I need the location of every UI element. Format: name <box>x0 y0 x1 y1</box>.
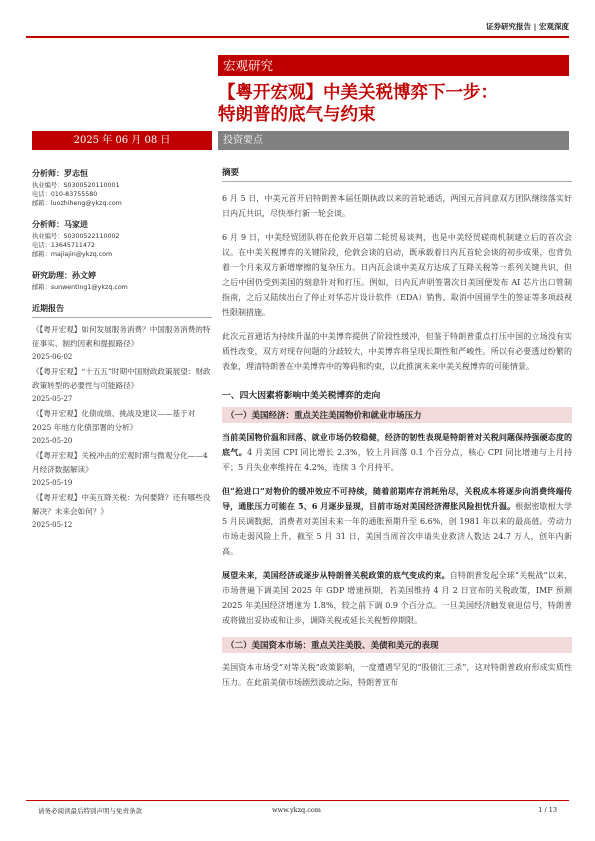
abstract-heading: 摘要 <box>222 166 572 182</box>
abstract-paragraph: 6 月 9 日，中美经贸团队将在伦敦开启第二轮贸易谈判，也是中美经贸磋商机制建立后的首次会议。在中美关税博弈的关键阶段，伦敦会谈的启动，既承载着日内瓦首轮会谈的初步成果，也背负着一个月来双方新增摩擦的复杂压力。日内瓦会谈中美双方达成了互降关税等一系列关键共识，但之后中国仍受到美国的刻意针对和打压。例如，日内瓦声明签署次日美国便发布 AI 芯片出口管制指南，之后又陆续出台了停止对华芯片设计软件（EDA）销售、取消中国留学生的签证等多项歧视性限制措施。 <box>222 233 572 317</box>
body-paragraph <box>222 430 572 475</box>
abstract-paragraph: 此次元首通话为持续升温的中美博弈提供了阶段性缓冲，但鉴于特朗普重点打压中国的立场没有实质性改变，双方对现存问题的分歧较大，中美博弈将呈现长期性和严峻性。所以有必要透过纷繁的表象，理清特朗普在中美博弈中的筹码和约束，以此推演未来中美关税博弈的可能情景。 <box>222 332 572 371</box>
analyst-id: 执业编号：S0300522110002 <box>32 233 120 240</box>
recent-report-item[interactable] <box>32 449 212 490</box>
website-link[interactable]: www.ykzq.com <box>272 806 321 814</box>
analyst-phone: 电话：13645711472 <box>32 242 95 249</box>
page-footer <box>26 800 569 817</box>
recent-report-title: 《【粤开宏观】关税冲击的宏观时滞与微观分化——4 月经济数据解读》 <box>32 451 208 474</box>
analyst-phone: 电话：010-83755580 <box>32 191 98 198</box>
analyst-email[interactable]: 邮箱：luozhiheng@ykzq.com <box>32 200 122 207</box>
body-paragraph <box>222 568 572 628</box>
recent-report-title: 《【粤开宏观】如何发展服务消费？中国服务消费的特征事实、制约因素和提振路径》 <box>32 325 211 348</box>
body-paragraph <box>222 484 572 559</box>
title-line-2: 特朗普的底气与约束 <box>218 105 376 125</box>
assistant-name: 研究助理：孙文婷 <box>32 271 96 280</box>
title-line-1: 【粤开宏观】中美关税博弈下一步： <box>218 83 498 103</box>
key-point: 当前美国物价温和回落、就业市场仍较稳健，经济的韧性表现是特朗普对关税问题保持强硬态度的底气。 <box>222 432 572 457</box>
key-point: 但“抢进口”对物价的缓冲效应不可持续，随着前期库存消耗殆尽，关税成本将逐步向消费终端传导，通胀压力可能在 5、6 月逐步显现，目前市场对美国经济滞胀风险担忧升温。 <box>222 486 572 511</box>
subsection-heading: （二）美国资本市场：重点关注美股、美债和美元的表现 <box>222 637 572 653</box>
sidebar <box>32 168 212 533</box>
body-text: 根据密歇根大学 5 月民调数据，消费者对美国未来一年的通胀预期升至 6.6%，创 1981 年以来的最高值。劳动力市场走弱风险上升，截至 5 月 31 日，美国当周首次申请失业救济人数达 24.7 万人，创年内新高。 <box>222 502 573 556</box>
body-paragraph: 美国资本市场受“对等关税”政策影响，一度遭遇罕见的“股债汇三杀”，这对特朗普政府形成实质性压力。在此前美债市场剧烈波动之际，特朗普宣布 <box>222 663 572 687</box>
recent-report-date: 2025-05-12 <box>32 521 73 529</box>
body-text: 自特朗普发起全球“关税战”以来，市场普遍下调美国 2025 年 GDP 增速预期，若美国维持 4 月 2 日宣布的关税政策，IMF 预测 2025 年美国经济增速为 1.8%，较之前下调 0.9 个百分点。一旦美国经济触发衰退信号，特朗普或将做出妥协或和让步，调降关税或延长关税暂停期限。 <box>222 571 573 625</box>
recent-report-date: 2025-05-27 <box>32 395 73 403</box>
abstract-paragraph: 6 月 5 日，中美元首开启特朗普本届任期执政以来的首轮通话，两国元首同意双方团队继续落实好日内瓦共识，尽快举行新一轮会谈。 <box>222 194 572 218</box>
recent-report-item[interactable] <box>32 491 212 532</box>
analyst-name: 分析师：罗志恒 <box>32 169 88 178</box>
category-tag: 宏观研究 <box>218 55 569 76</box>
analyst-name: 分析师：马家进 <box>32 220 88 229</box>
disclaimer-note: 请务必阅读最后特别声明与免责条款 <box>38 807 142 815</box>
recent-report-item[interactable] <box>32 323 212 364</box>
main-content <box>222 166 572 699</box>
recent-report-title: 《【粤开宏观】中美互降关税：为何要降？还有哪些没解决？未来会如何？》 <box>32 493 211 516</box>
assistant-email[interactable]: 邮箱：sunwenting1@ykzq.com <box>32 284 128 291</box>
subsection-heading: （一）美国经济：重点关注美国物价和就业市场压力 <box>222 407 572 423</box>
section-label: 投资要点 <box>218 131 569 150</box>
assistant-card <box>32 270 212 292</box>
section-heading: 一、四大因素将影响中美关税博弈的走向 <box>222 391 381 401</box>
key-point: 展望未来，美国经济或逐步从特朗普关税政策的底气变成约束。 <box>222 570 450 580</box>
analyst-id: 执业编号：S0300520110001 <box>32 182 120 189</box>
report-date: 2025 年 06 月 08 日 <box>32 131 212 150</box>
report-title <box>218 82 573 126</box>
recent-report-date: 2025-05-20 <box>32 437 73 445</box>
analyst-card <box>32 168 212 208</box>
recent-report-date: 2025-05-19 <box>32 479 73 487</box>
header-rule <box>26 36 569 38</box>
recent-report-date: 2025-06-02 <box>32 353 73 361</box>
analyst-card <box>32 219 212 259</box>
recent-reports-heading: 近期报告 <box>32 303 212 318</box>
page-number: 1 / 13 <box>538 806 557 814</box>
body-text: 4 月美国 CPI 同比增长 2.3%，较上月回落 0.1 个百分点，核心 CPI 同比增速与上月持平；5 月失业率维持在 4.2%，连续 3 个月持平。 <box>222 448 572 472</box>
recent-report-title: 《【粤开宏观】“十五五”时期中国财政政策展望：财政政策转型的必要性与可能路径》 <box>32 367 211 390</box>
recent-report-item[interactable] <box>32 407 212 448</box>
recent-report-item[interactable] <box>32 365 212 406</box>
header-series-label: 证券研究报告 | 宏观深度 <box>486 22 569 31</box>
analyst-email[interactable]: 邮箱：majiajin@ykzq.com <box>32 251 113 258</box>
recent-report-title: 《【粤开宏观】化债成绩、挑战及建议——基于对 2025 年地方化债部署的分析》 <box>32 409 196 432</box>
